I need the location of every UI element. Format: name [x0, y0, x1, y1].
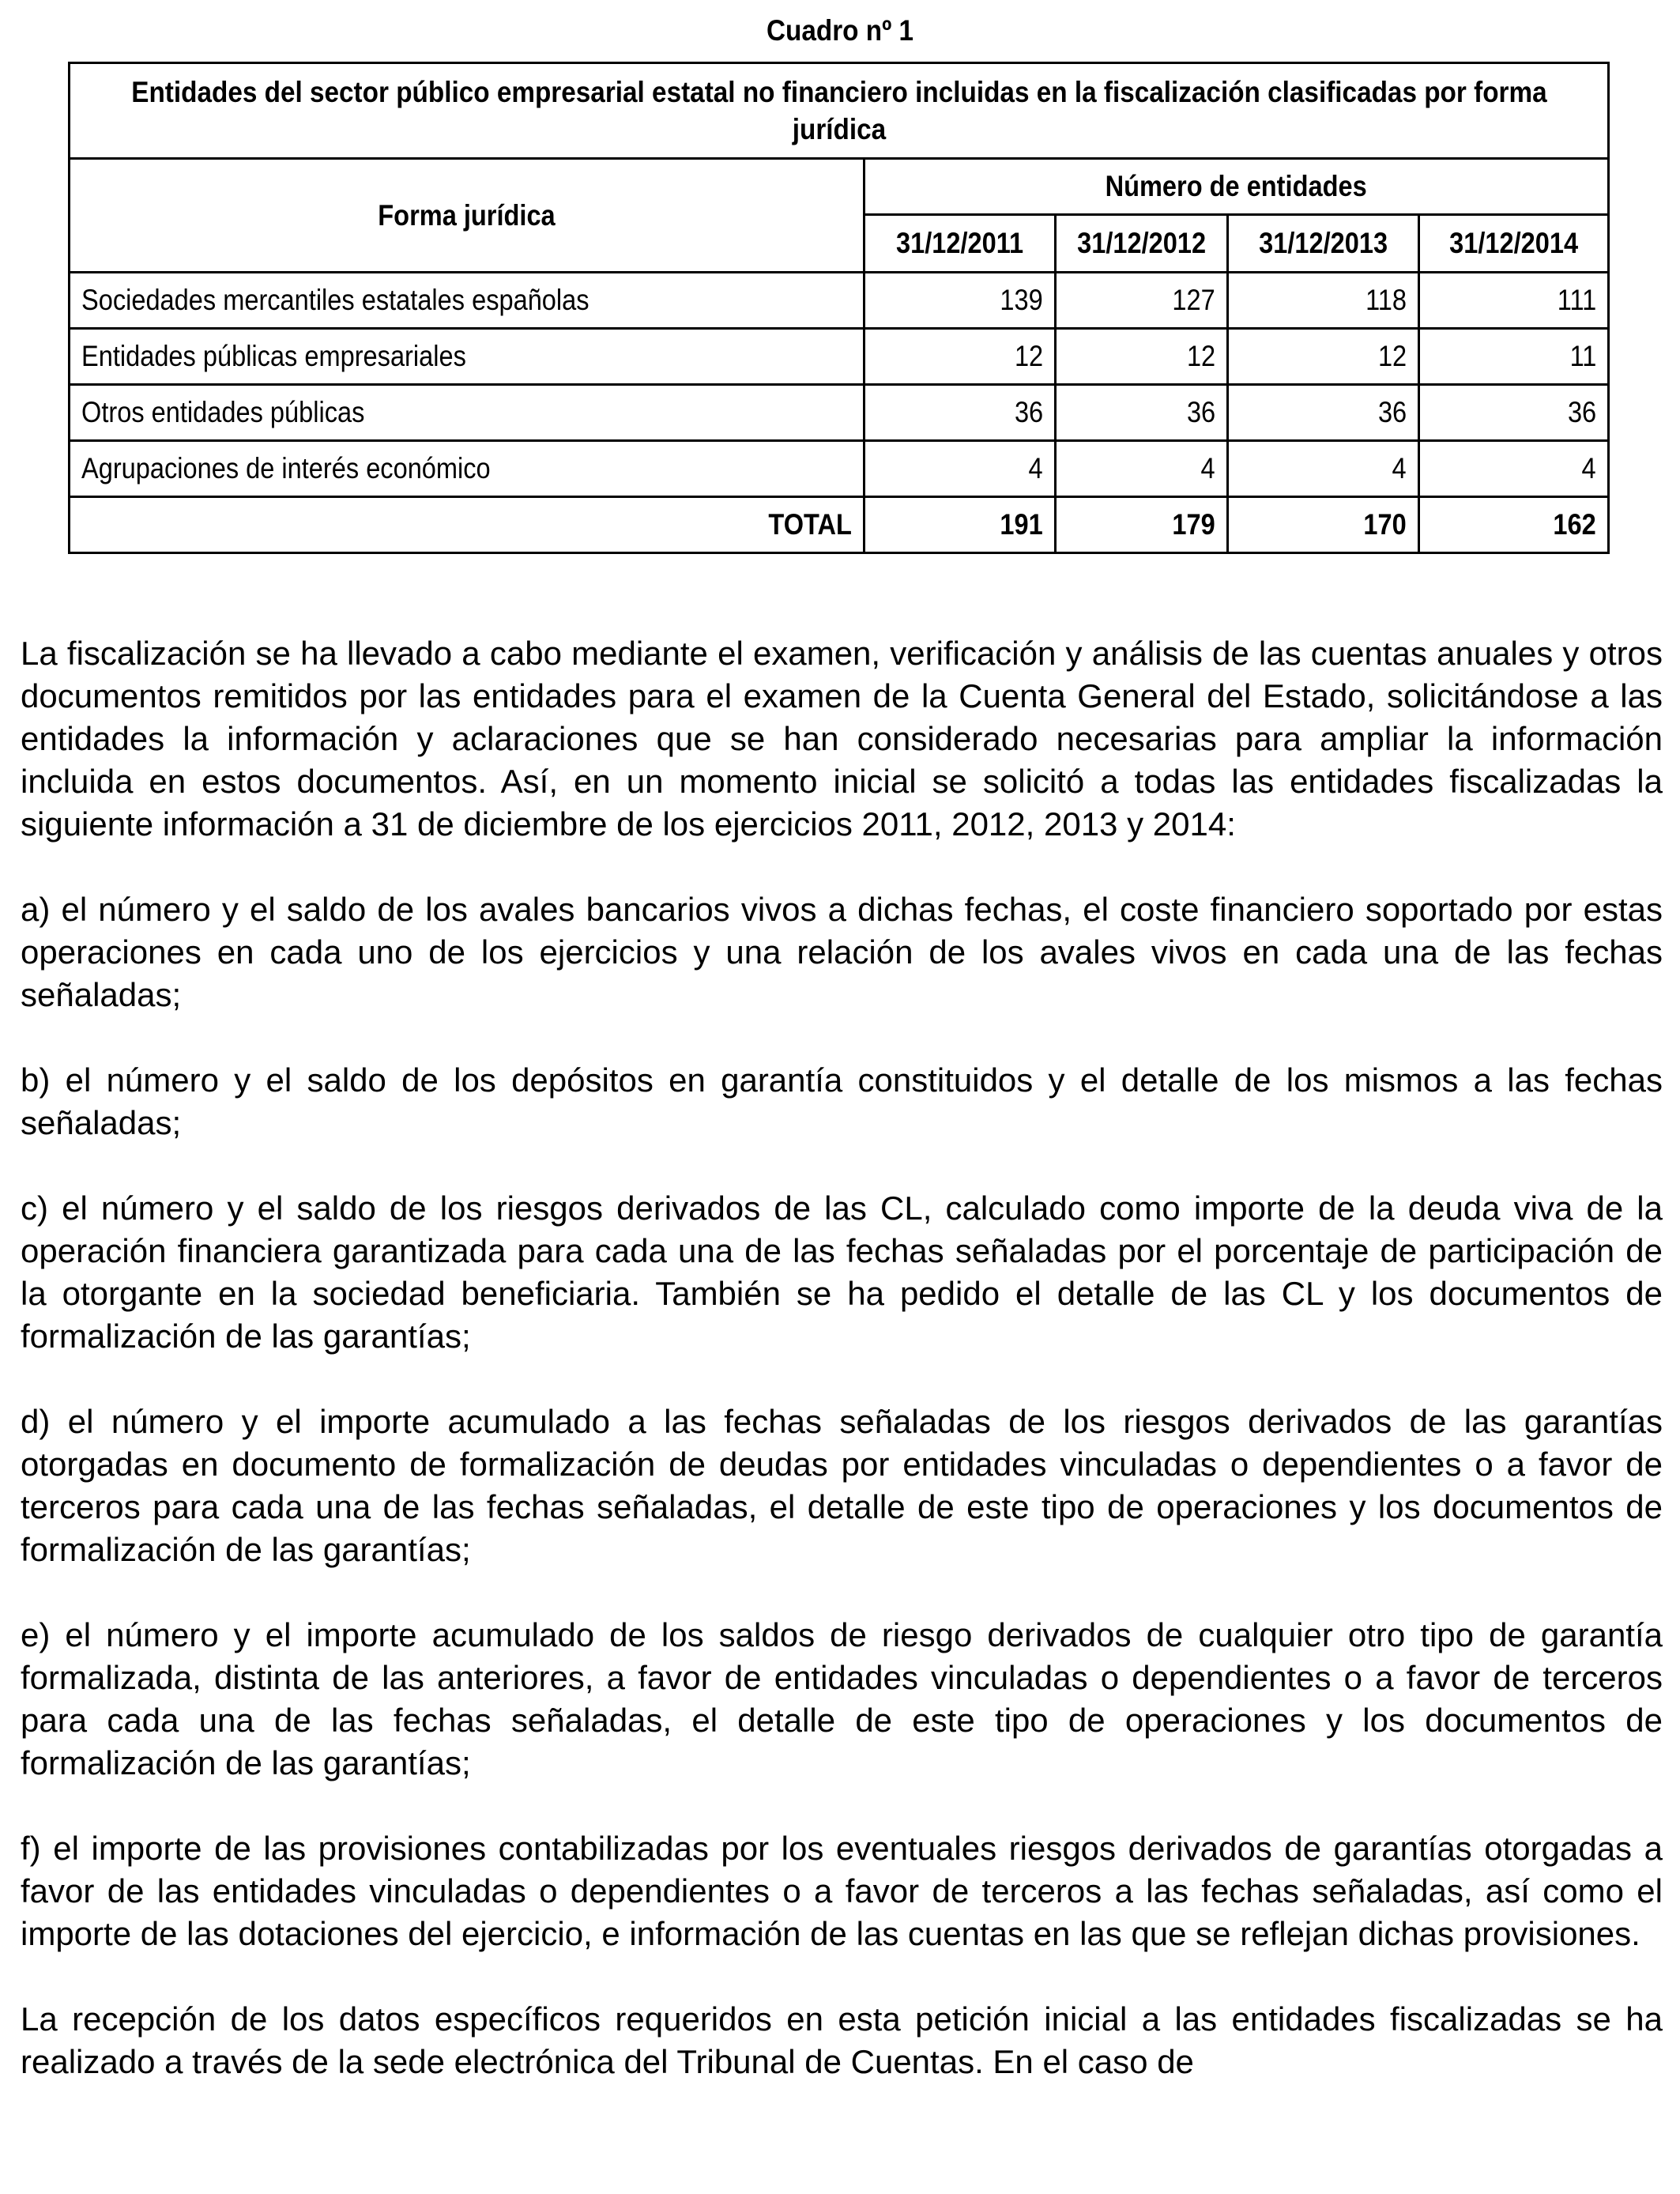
table-row [70, 329, 1609, 385]
row-label [70, 273, 864, 329]
row-value [1419, 441, 1609, 497]
row-value-text: 11 [1569, 340, 1597, 372]
row-value [1419, 273, 1609, 329]
row-value-text: 36 [1186, 396, 1215, 428]
row-value [1056, 385, 1228, 441]
total-value-text: 162 [1553, 508, 1597, 541]
total-value-text: 179 [1172, 508, 1215, 541]
total-value [1419, 497, 1609, 553]
row-value [1056, 329, 1228, 385]
total-label [70, 497, 864, 553]
total-label-text: TOTAL [768, 508, 852, 541]
row-value-text: 4 [1581, 452, 1597, 484]
row-label-text: Otros entidades públicas [81, 396, 365, 428]
date-header-label: 31/12/2014 [1449, 227, 1578, 259]
table-row [70, 441, 1609, 497]
row-value-text: 4 [1028, 452, 1043, 484]
total-value-text: 170 [1363, 508, 1407, 541]
row-value [1419, 329, 1609, 385]
row-value [1056, 273, 1228, 329]
column-header-label: Forma jurídica [378, 198, 556, 232]
date-header [1228, 215, 1419, 273]
total-row [70, 497, 1609, 553]
row-value-text: 139 [1000, 284, 1043, 316]
row-value-text: 36 [1567, 396, 1597, 428]
row-value-text: 12 [1186, 340, 1215, 372]
table-row [70, 273, 1609, 329]
row-value [1419, 385, 1609, 441]
row-value-text: 118 [1365, 284, 1407, 316]
row-value-text: 12 [1377, 340, 1407, 372]
group-header-numero-entidades [864, 159, 1609, 215]
total-value [1228, 497, 1419, 553]
row-value-text: 4 [1392, 452, 1407, 484]
row-value [1228, 273, 1419, 329]
row-value [864, 329, 1056, 385]
row-value-text: 127 [1172, 284, 1215, 316]
date-header [864, 215, 1056, 273]
row-value-text: 36 [1014, 396, 1043, 428]
document-body [21, 632, 1663, 2083]
row-label [70, 441, 864, 497]
row-value [1056, 441, 1228, 497]
table-caption: Cuadro nº 1 [766, 14, 914, 47]
list-item-c: c) el número y el saldo de los riesgos derivados de las CL, calculado como importe de la deuda viva de la operación financiera garantizada para cada una de las fechas señaladas por el porcentaje de participación de la otorgante en la sociedad beneficiaria. También se ha pedido el detalle de las CL y los documentos de formalización de las garantías; [21, 1189, 1663, 1355]
table-title: Entidades del sector público empresarial estatal no financiero incluidas en la fiscalización clasificadas por forma jurídica [130, 76, 1547, 145]
row-label [70, 385, 864, 441]
list-item-e: e) el número y el importe acumulado de los saldos de riesgo derivados de cualquier otro tipo de garantía formalizada, distinta de las anteriores, a favor de entidades vinculadas o dependientes o a favor de terceros para cada una de las fechas señaladas, el detalle de este tipo de operaciones y los documentos de formalización de las garantías; [21, 1616, 1663, 1781]
row-value-text: 12 [1014, 340, 1043, 372]
row-value-text: 36 [1377, 396, 1407, 428]
row-value [864, 273, 1056, 329]
row-value [1228, 329, 1419, 385]
list-item-d: d) el número y el importe acumulado a las fechas señaladas de los riesgos derivados de las garantías otorgadas en documento de formalización de deudas por entidades vinculadas o dependientes o a favor de terceros para cada una de las fechas señaladas, el detalle de este tipo de operaciones y los documentos de formalización de las garantías; [21, 1403, 1663, 1568]
date-header [1419, 215, 1609, 273]
row-value [1228, 441, 1419, 497]
row-value [1228, 385, 1419, 441]
row-value [864, 385, 1056, 441]
row-label-text: Sociedades mercantiles estatales españolas [81, 284, 590, 316]
date-header-label: 31/12/2013 [1259, 227, 1388, 259]
total-value-text: 191 [1000, 508, 1043, 541]
row-label-text: Entidades públicas empresariales [81, 340, 466, 372]
intro-paragraph: La fiscalización se ha llevado a cabo mediante el examen, verificación y análisis de las cuentas anuales y otros documentos remitidos por las entidades para el examen de la Cuenta General del Estado, solicitándose a las entidades la información y aclaraciones que se han considerado necesarias para ampliar la información incluida en estos documentos. Así, en un momento inicial se solicitó a todas las entidades fiscalizadas la siguiente información a 31 de diciembre de los ejercicios 2011, 2012, 2013 y 2014: [21, 635, 1663, 843]
row-label [70, 329, 864, 385]
list-item-a: a) el número y el saldo de los avales bancarios vivos a dichas fechas, el coste financiero soportado por estas operaciones en cada uno de los ejercicios y una relación de los avales vivos en cada una de las fechas señaladas; [21, 891, 1663, 1013]
total-value [864, 497, 1056, 553]
table-title-cell [70, 63, 1609, 159]
table-row [70, 385, 1609, 441]
list-item-f: f) el importe de las provisiones contabilizadas por los eventuales riesgos derivados de garantías otorgadas a favor de las entidades vinculadas o dependientes o a favor de terceros a las fechas señaladas, así como el importe de las dotaciones del ejercicio, e información de las cuentas en las que se reflejan dichas provisiones. [21, 1830, 1663, 1952]
list-item-b: b) el número y el saldo de los depósitos en garantía constituidos y el detalle de los mismos a las fechas señaladas; [21, 1061, 1663, 1141]
total-value [1056, 497, 1228, 553]
column-header-forma-juridica [70, 159, 864, 273]
group-header-label: Número de entidades [1105, 170, 1368, 202]
date-header-label: 31/12/2012 [1077, 227, 1206, 259]
row-value-text: 4 [1200, 452, 1215, 484]
entities-table [68, 62, 1610, 554]
row-value [864, 441, 1056, 497]
date-header-label: 31/12/2011 [895, 227, 1024, 259]
row-value-text: 111 [1557, 284, 1597, 316]
closing-paragraph: La recepción de los datos específicos requeridos en esta petición inicial a las entidades fiscalizadas se ha realizado a través de la sede electrónica del Tribunal de Cuentas. En el caso de [21, 2000, 1663, 2080]
date-header [1056, 215, 1228, 273]
row-label-text: Agrupaciones de interés económico [81, 452, 491, 484]
